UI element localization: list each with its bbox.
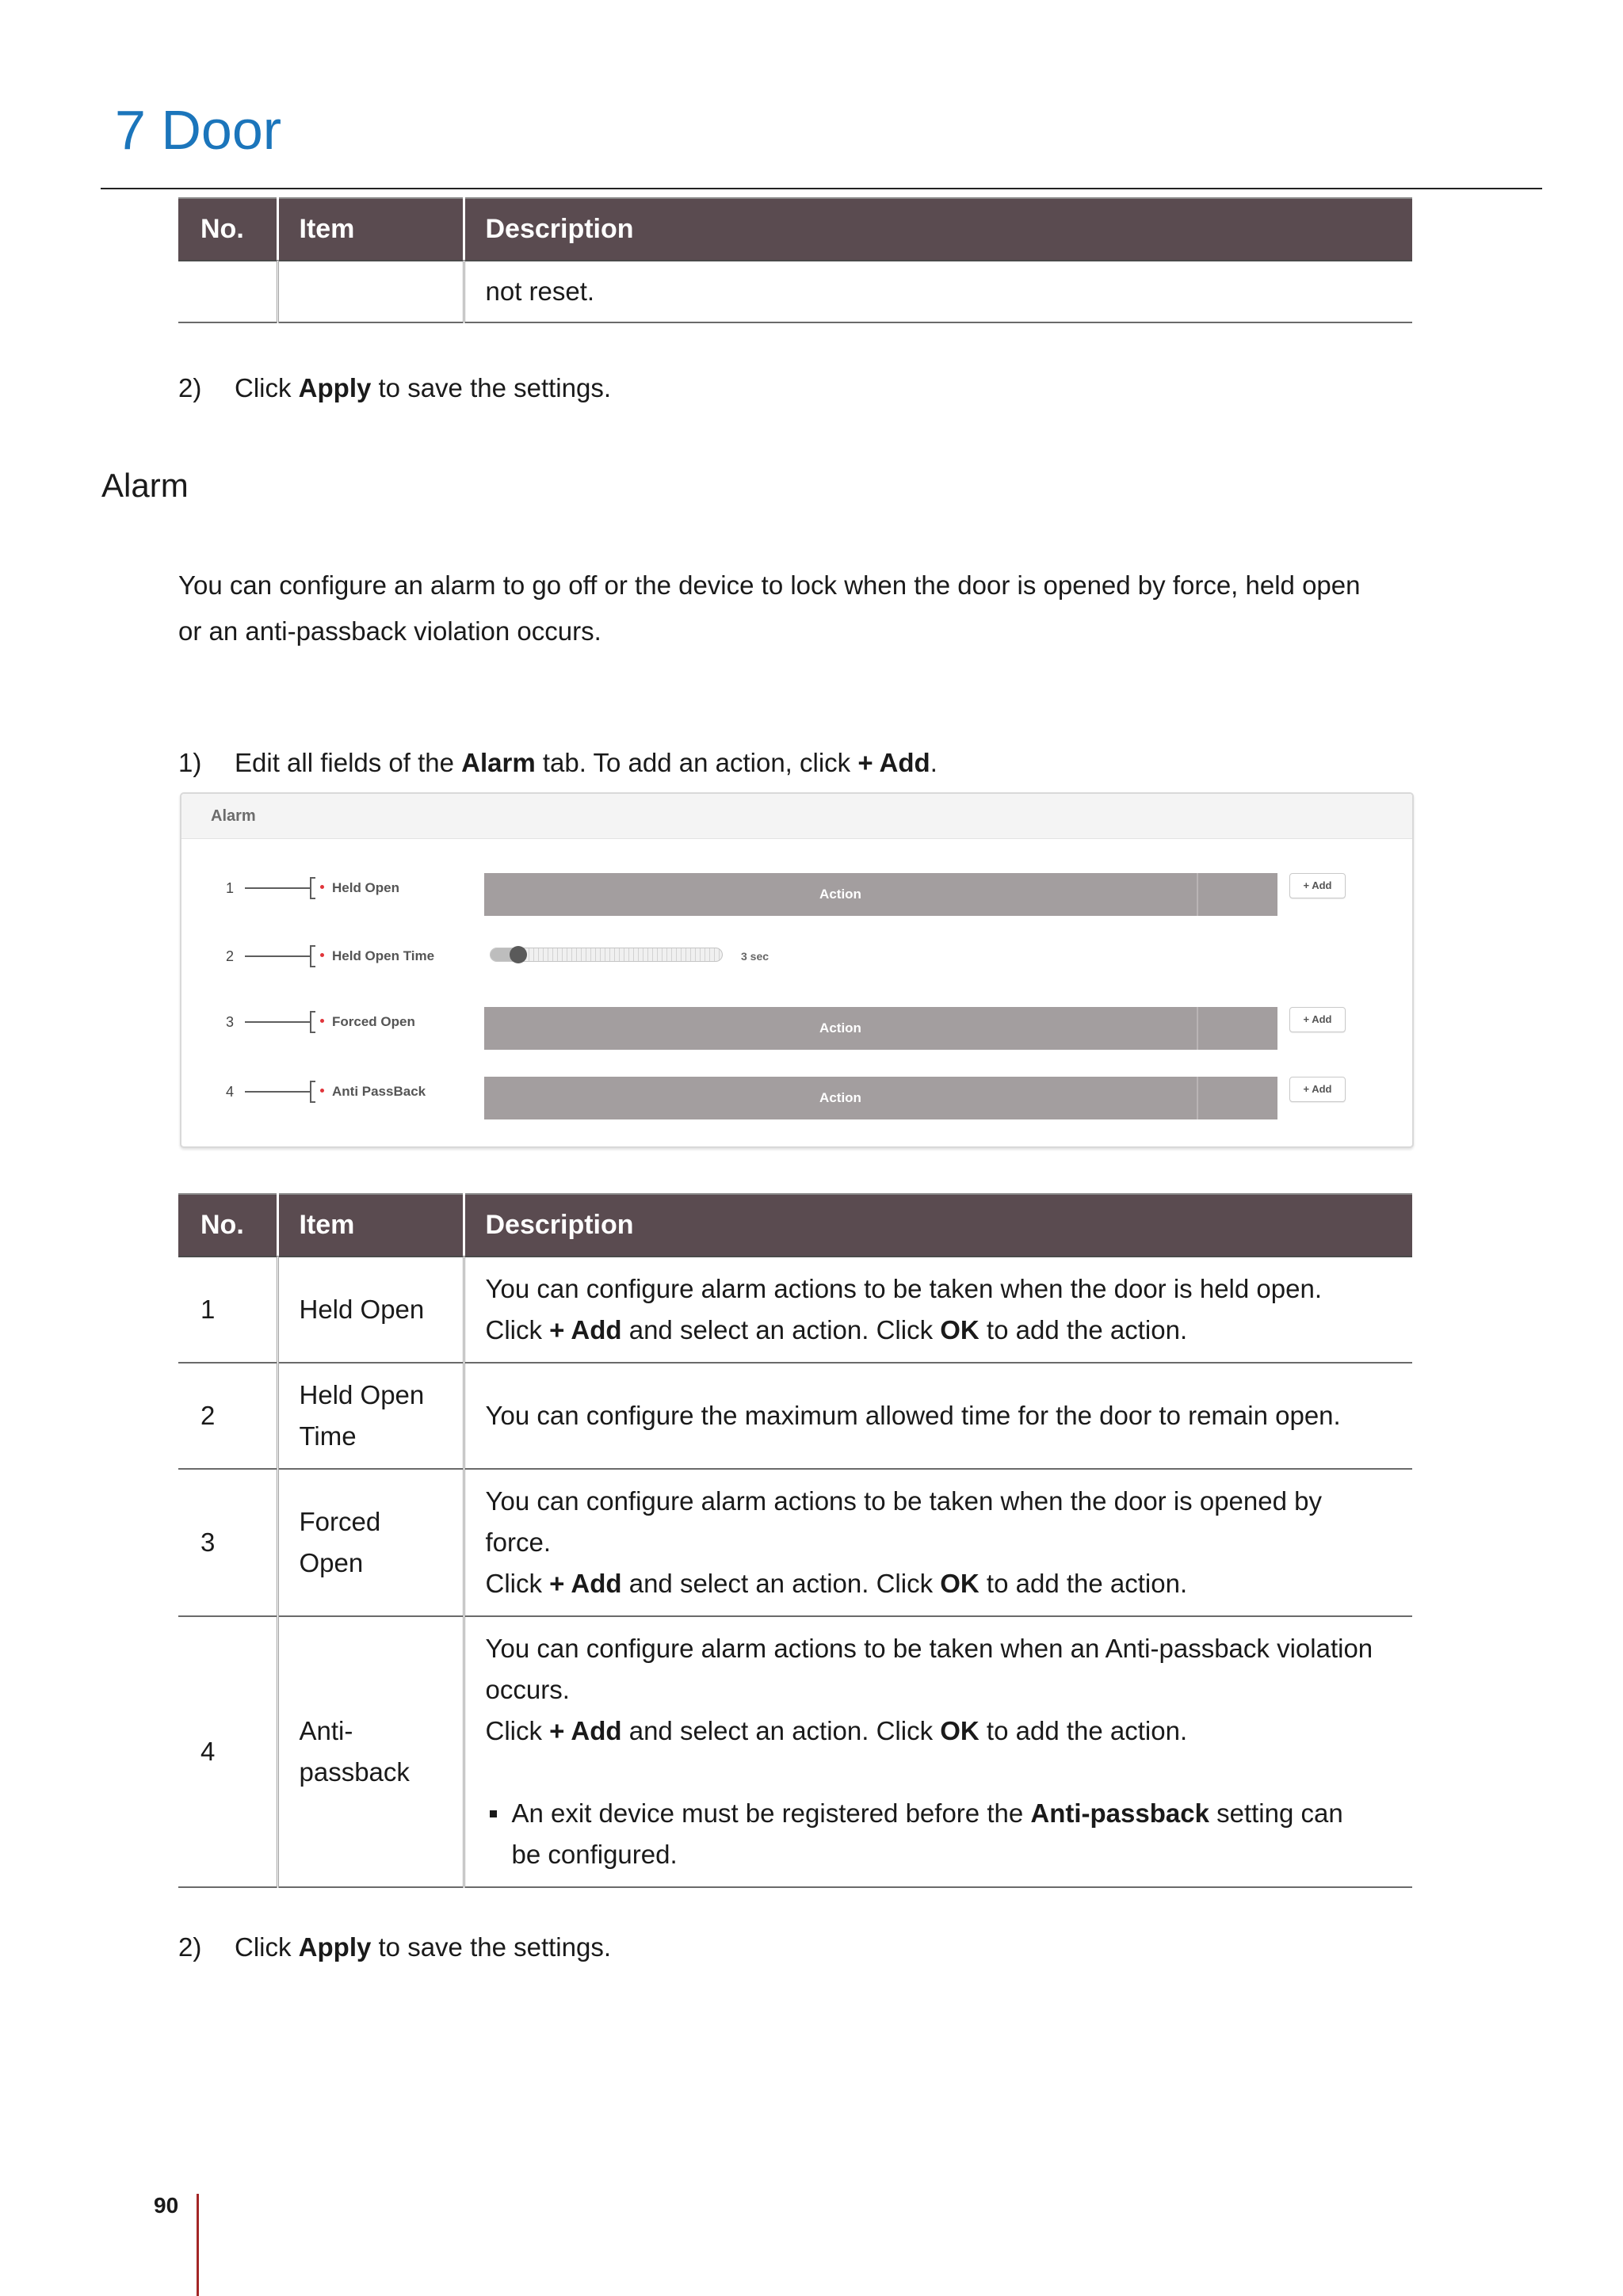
item-line: Anti- [299,1716,353,1745]
action-side-column [1197,1077,1277,1119]
click-add-instruction [486,1310,1392,1351]
table-header-row [178,1194,1412,1257]
add-keyword: + Add [857,748,930,777]
connector-line [245,1091,310,1093]
bracket-marker [310,945,315,967]
table-row [178,261,1412,322]
cell-item [277,261,464,322]
intro-line: You can configure an alarm to go off or the device to lock when the door is opened by force, held open [178,570,1361,600]
cell-description [464,1257,1412,1363]
action-list [484,873,1277,916]
item-line: Time [299,1421,357,1451]
cell-item [277,1616,464,1887]
apply-keyword: Apply [298,373,372,402]
row-number: 2 [226,948,235,964]
add-keyword: + Add [549,1315,622,1344]
header-description: Description [464,1194,1412,1257]
instruction-mid: and select an action. Click [621,1315,941,1344]
action-list [484,1007,1277,1050]
cell-no: 2 [178,1363,277,1469]
step-text [235,1932,611,1962]
alarm-row-held-open-time [181,933,1412,980]
panel-header [181,794,1412,839]
instruction-mid: and select an action. Click [621,1569,941,1598]
table-header-row [178,198,1412,261]
page-number: 90 [154,2193,179,2218]
header-rule [101,188,1542,189]
field-label: Held Open Time [332,948,435,963]
step-text [235,748,938,777]
cell-no: 4 [178,1616,277,1887]
bracket-marker [310,1081,315,1103]
table-row [178,1616,1412,1887]
header-no: No. [178,1194,277,1257]
action-column-header: Action [819,1090,861,1105]
panel-title: Alarm [211,807,256,825]
section-title: Alarm [101,467,189,504]
action-side-column [1197,873,1277,916]
description-line: You can configure alarm actions to be taken when an Anti-passback violation [485,1634,1373,1663]
cell-description: not reset. [464,261,1412,322]
cell-item [277,1363,464,1469]
note-post: setting can [1209,1798,1343,1828]
ok-keyword: OK [940,1716,980,1745]
alarm-settings-screenshot [180,792,1414,1148]
row-number: 3 [226,1014,235,1030]
anti-passback-keyword: Anti-passback [1030,1798,1209,1828]
step-text-mid: tab. To add an action, click [535,748,858,777]
add-button: + Add [1289,1077,1346,1102]
step-text-post: to save the settings. [371,1932,612,1962]
ok-keyword: OK [940,1315,980,1344]
alarm-keyword: Alarm [461,748,536,777]
edit-step [178,739,938,787]
slider-knob [510,946,527,963]
slider-value: 3 sec [741,950,769,963]
step-number: 2) [178,373,202,402]
alarm-row-held-open [181,864,1412,912]
alarm-row-forced-open [181,998,1412,1046]
required-dot-icon [320,885,324,889]
step-number: 2) [178,1932,202,1962]
step-number: 1) [178,748,202,777]
instruction-pre: Click [485,1315,550,1344]
item-line: Open [299,1548,364,1577]
description-line: You can configure alarm actions to be taken when the door is opened by [485,1486,1322,1516]
apply-keyword: Apply [298,1932,372,1962]
connector-line [245,955,310,957]
cell-description [464,1363,1412,1469]
item-line: Forced [299,1507,381,1536]
step-text-post: to save the settings. [371,373,612,402]
click-add-instruction [486,1711,1392,1752]
ok-keyword: OK [940,1569,980,1598]
note-line: be configured. [511,1840,678,1869]
add-button: + Add [1289,873,1346,898]
apply-step-top [178,364,611,412]
add-keyword: + Add [549,1716,622,1745]
footer-rule [197,2194,199,2296]
row-number: 4 [226,1084,235,1100]
action-side-column [1197,1007,1277,1050]
add-keyword: + Add [549,1569,622,1598]
note-pre: An exit device must be registered before the [511,1798,1031,1828]
cell-description [464,1469,1412,1616]
header-item: Item [277,1194,464,1257]
description-line: You can configure the maximum allowed time for the door to remain open. [485,1401,1341,1430]
field-label: Anti PassBack [332,1084,426,1099]
item-line: Held Open [299,1295,425,1324]
description-line: You can configure alarm actions to be taken when the door is held open. [485,1274,1322,1303]
item-line: Held Open [299,1380,425,1409]
step-text-post: . [930,748,938,777]
held-open-time-slider [490,948,723,962]
continued-description-table [178,197,1412,323]
instruction-post: to add the action. [979,1315,1188,1344]
field-label: Forced Open [332,1014,415,1029]
item-line: passback [299,1757,410,1787]
bullet-icon [490,1810,497,1817]
field-label: Held Open [332,880,400,895]
cell-item [277,1469,464,1616]
action-list [484,1077,1277,1119]
click-add-instruction [486,1563,1392,1604]
cell-no: 1 [178,1257,277,1363]
header-description: Description [464,198,1412,261]
header-no: No. [178,198,277,261]
bracket-marker [310,877,315,899]
header-item: Item [277,198,464,261]
table-row [178,1257,1412,1363]
instruction-pre: Click [485,1716,550,1745]
action-column-header: Action [819,1020,861,1035]
action-column-header: Action [819,887,861,902]
table-row [178,1363,1412,1469]
description-line: force. [485,1527,552,1557]
instruction-post: to add the action. [979,1569,1188,1598]
row-number: 1 [226,880,235,896]
cell-description [464,1616,1412,1887]
intro-line: or an anti-passback violation occurs. [178,616,601,646]
note-line [512,1793,1392,1834]
instruction-post: to add the action. [979,1716,1188,1745]
step-text-pre: Edit all fields of the [235,748,462,777]
cell-no: 3 [178,1469,277,1616]
alarm-row-anti-passback [181,1068,1412,1116]
instruction-pre: Click [485,1569,550,1598]
step-text-pre: Click [235,1932,299,1962]
step-text [235,373,611,402]
add-button: + Add [1289,1007,1346,1032]
cell-no [178,261,277,322]
chapter-title: 7 Door [115,99,282,161]
required-dot-icon [320,953,324,957]
apply-step-bottom [178,1924,611,1971]
bracket-marker [310,1011,315,1033]
required-dot-icon [320,1089,324,1093]
description-line: occurs. [485,1675,570,1704]
anti-passback-note [486,1793,1392,1875]
table-row [178,1469,1412,1616]
connector-line [245,887,310,889]
intro-paragraph [178,563,1361,654]
connector-line [245,1021,310,1023]
alarm-description-table [178,1193,1412,1888]
step-text-pre: Click [235,373,299,402]
instruction-mid: and select an action. Click [621,1716,941,1745]
cell-item [277,1257,464,1363]
required-dot-icon [320,1019,324,1023]
